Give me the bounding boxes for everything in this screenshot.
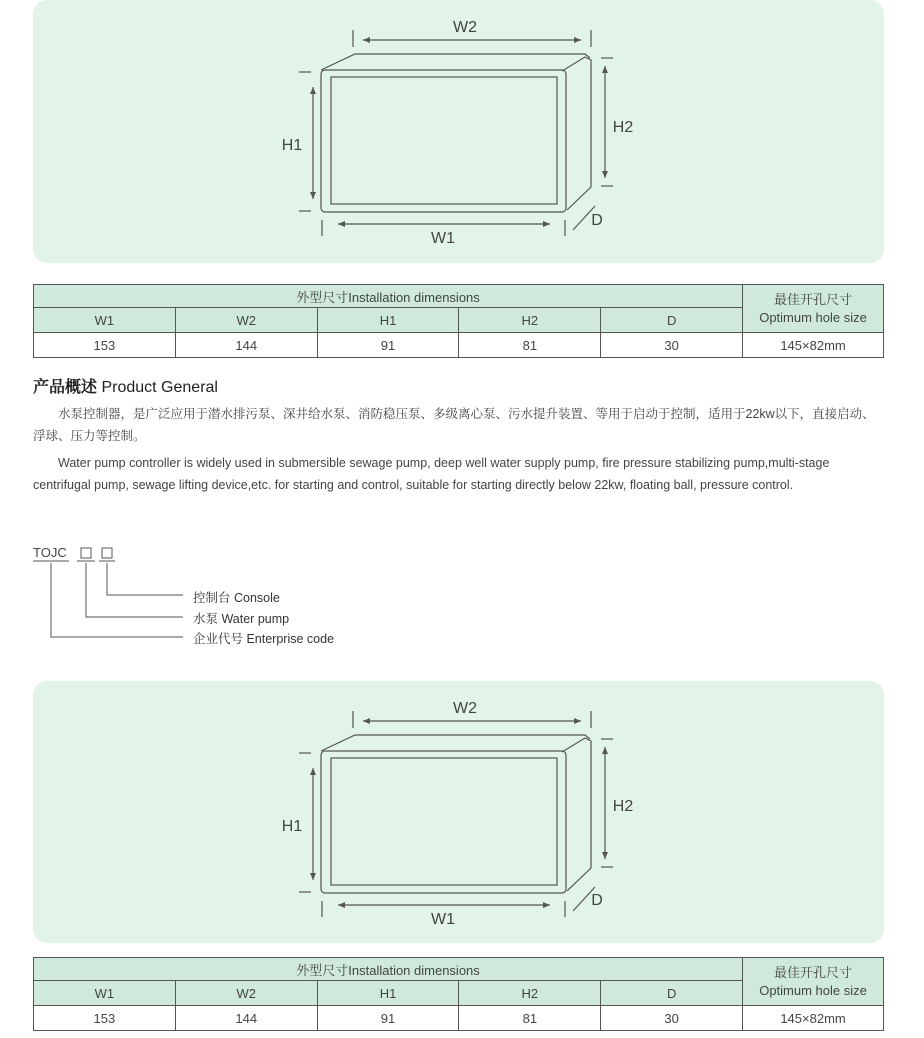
value-d: 30 bbox=[601, 333, 743, 358]
hole-header-cn: 最佳开孔尺寸 bbox=[774, 291, 853, 307]
section-title bbox=[33, 374, 218, 397]
hole-size-header bbox=[743, 285, 884, 333]
hole-header-en-2: Optimum hole size bbox=[759, 982, 867, 998]
dimension-diagram-panel bbox=[33, 0, 884, 263]
box-front-inner bbox=[331, 77, 557, 204]
code-box-water-pump bbox=[81, 548, 91, 558]
hole-header-en: Optimum hole size bbox=[759, 309, 867, 325]
col-header-h1: H1 bbox=[317, 308, 459, 333]
value-d-2: 30 bbox=[601, 1006, 743, 1031]
hole-header-cn-2: 最佳开孔尺寸 bbox=[774, 964, 853, 980]
label-h1: H1 bbox=[281, 137, 303, 154]
label-w2: W2 bbox=[453, 19, 477, 36]
code-prefix: TOJC bbox=[33, 545, 67, 560]
description-en: Water pump controller is widely used in submersible sewage pump, deep well water supply pump, fire pressure stabilizing pump,multi-stage centrifugal pump, sewage lifting device,etc. for starting and control, suitable for starting directly below 22kw, floating ball, pressure control. bbox=[33, 456, 830, 492]
col-header-w1: W1 bbox=[34, 308, 176, 333]
section-title-cn: 产品概述 bbox=[33, 379, 98, 396]
dimension-diagram bbox=[33, 0, 884, 263]
label-w2-2: W2 bbox=[453, 700, 477, 717]
value-w2: 144 bbox=[175, 333, 317, 358]
dimension-diagram-panel-2 bbox=[33, 681, 884, 943]
value-h2-2: 81 bbox=[459, 1006, 601, 1031]
description-cn: 水泵控制器，是广泛应用于潜水排污泵、深井给水泵、消防稳压泵、多级离心泵、污水提升装置、等用于启动于控制，适用于22kw以下，直接启动、浮球、压力等控制。 bbox=[33, 407, 875, 443]
value-hole-size-2: 145×82mm bbox=[743, 1006, 884, 1031]
value-w2-2: 144 bbox=[175, 1006, 317, 1031]
col-header-w2: W2 bbox=[175, 308, 317, 333]
label-h1-2: H1 bbox=[281, 818, 303, 835]
col-header-w1-2: W1 bbox=[34, 981, 176, 1006]
col-header-h1-2: H1 bbox=[317, 981, 459, 1006]
value-w1: 153 bbox=[34, 333, 176, 358]
dimensions-table bbox=[33, 284, 884, 358]
value-h1-2: 91 bbox=[317, 1006, 459, 1031]
code-box-console bbox=[102, 548, 112, 558]
code-label-enterprise: 企业代号 Enterprise code bbox=[193, 632, 335, 646]
col-header-h2-2: H2 bbox=[459, 981, 601, 1006]
col-header-h2: H2 bbox=[459, 308, 601, 333]
value-h2: 81 bbox=[459, 333, 601, 358]
col-header-d-2: D bbox=[601, 981, 743, 1006]
col-header-d: D bbox=[601, 308, 743, 333]
col-header-w2-2: W2 bbox=[175, 981, 317, 1006]
dimension-diagram-2 bbox=[33, 681, 884, 943]
group-header: 外型尺寸Installation dimensions bbox=[34, 285, 743, 308]
label-w1-2: W1 bbox=[431, 911, 455, 928]
group-header-2: 外型尺寸Installation dimensions bbox=[34, 958, 743, 981]
value-h1: 91 bbox=[317, 333, 459, 358]
code-label-water-pump: 水泵 Water pump bbox=[193, 612, 290, 626]
label-h2-2: H2 bbox=[612, 798, 634, 815]
hole-size-header-2 bbox=[743, 958, 884, 1006]
label-h2: H2 bbox=[612, 119, 634, 136]
label-d: D bbox=[591, 212, 603, 229]
section-title-en: Product General bbox=[101, 379, 218, 396]
value-hole-size: 145×82mm bbox=[743, 333, 884, 358]
code-label-console: 控制台 Console bbox=[193, 591, 280, 605]
label-d-2: D bbox=[591, 892, 603, 909]
label-w1: W1 bbox=[431, 230, 455, 247]
value-w1-2: 153 bbox=[34, 1006, 176, 1031]
dimensions-table-2 bbox=[33, 957, 884, 1031]
box-front-outer bbox=[321, 70, 566, 212]
box-top-edge bbox=[321, 54, 590, 70]
